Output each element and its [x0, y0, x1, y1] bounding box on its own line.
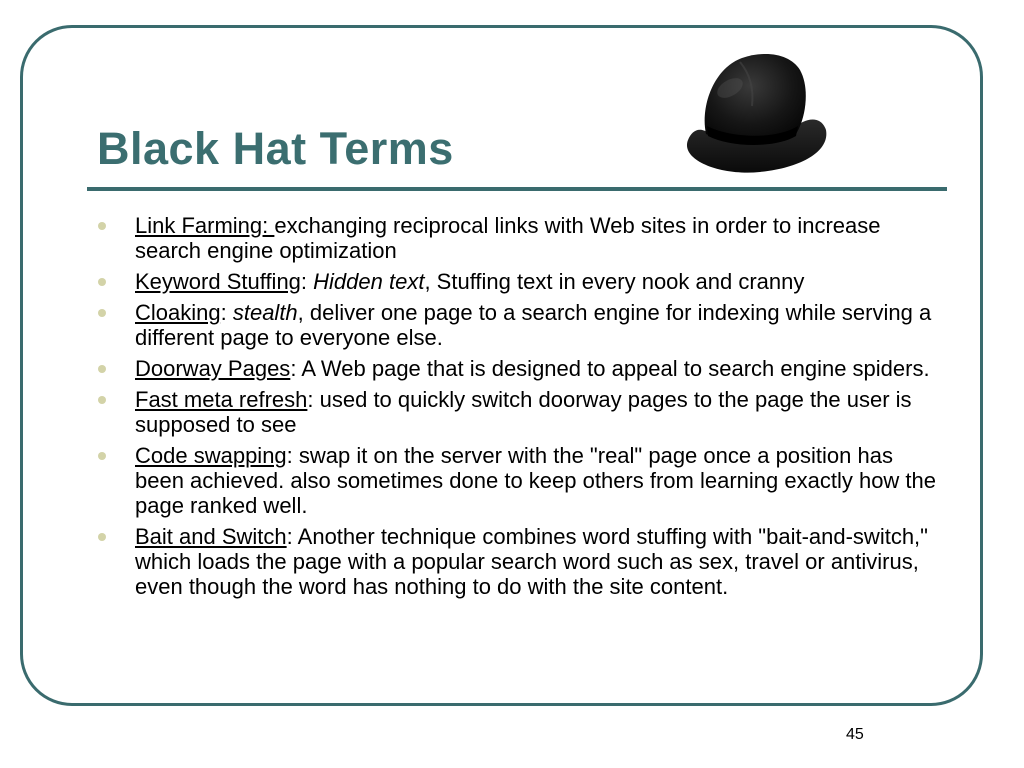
list-item: [96, 443, 941, 518]
term-description: swap it on the server with the "real" page once a position has been achieved. also sometimes done to keep others from learning exactly how the page ranked well.: [135, 443, 937, 518]
term-label: Code swapping: [135, 443, 287, 468]
bullet-icon: [98, 396, 106, 404]
bullet-icon: [98, 533, 106, 541]
term-description: , deliver one page to a search engine for indexing while serving a different page to everyone else.: [135, 300, 932, 350]
term-description: used to quickly switch doorway pages to the page the user is supposed to see: [135, 387, 912, 437]
title-divider: [87, 187, 947, 191]
term-separator: :: [307, 387, 320, 412]
bullet-icon: [98, 452, 106, 460]
term-separator: :: [290, 356, 302, 381]
bullet-icon: [98, 309, 106, 317]
term-italic: Hidden text: [313, 269, 425, 294]
term-description: A Web page that is designed to appeal to search engine spiders.: [301, 356, 930, 381]
term-label: Cloaking: [135, 300, 221, 325]
bullet-list: [96, 213, 941, 605]
term-separator: :: [220, 300, 233, 325]
list-item: [96, 269, 941, 294]
term-label: Doorway Pages: [135, 356, 291, 381]
term-description: Another technique combines word stuffing with "bait-and-switch," which loads the page with a popular search word such as sex, travel or antivirus, even though the word has nothing to do with the site content.: [135, 524, 928, 599]
term-label: Link Farming:: [135, 213, 275, 238]
term-separator: :: [286, 524, 298, 549]
slide-title: Black Hat Terms: [97, 123, 454, 174]
term-italic: stealth: [232, 300, 298, 325]
term-separator: :: [286, 443, 299, 468]
bullet-icon: [98, 365, 106, 373]
list-item: [96, 356, 941, 381]
fedora-hat-icon: [680, 48, 830, 178]
bullet-icon: [98, 222, 106, 230]
term-label: Keyword Stuffing: [135, 269, 301, 294]
list-item: [96, 524, 941, 599]
bullet-icon: [98, 278, 106, 286]
list-item: [96, 300, 941, 350]
term-description: , Stuffing text in every nook and cranny: [424, 269, 805, 294]
term-description: exchanging reciprocal links with Web sites in order to increase search engine optimization: [135, 213, 881, 263]
term-label: Fast meta refresh: [135, 387, 308, 412]
list-item: [96, 213, 941, 263]
page-number: 45: [846, 726, 864, 743]
term-label: Bait and Switch: [135, 524, 287, 549]
term-separator: :: [300, 269, 314, 294]
list-item: [96, 387, 941, 437]
